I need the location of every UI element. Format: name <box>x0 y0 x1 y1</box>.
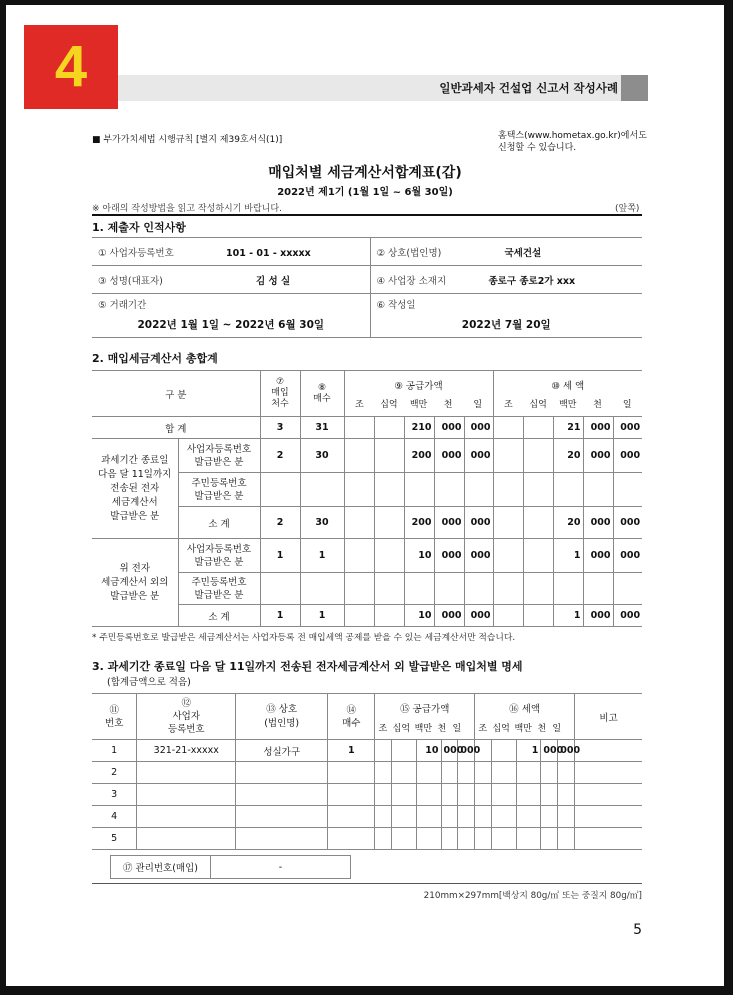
supply-digit-cell: 000 <box>434 439 464 473</box>
vendors-cell: 2 <box>260 439 300 473</box>
vendor-row <box>92 784 642 806</box>
tax-digit-cell: 000 <box>541 740 558 762</box>
tax-digit-cell <box>541 806 558 828</box>
count-cell: 30 <box>300 507 344 539</box>
vendors-cell <box>260 573 300 605</box>
tax-digit-cell: 1 <box>553 605 583 627</box>
management-no-table <box>110 855 351 879</box>
group1-line: 발급받은 분 <box>110 510 160 522</box>
supply-digit-cell <box>344 507 374 539</box>
sub-resident-line: 주민등록번호 <box>191 576 247 588</box>
supply-digit-cell <box>374 439 404 473</box>
tax-digit-cell <box>493 573 523 605</box>
vendors-header-line2: 처수 <box>271 399 289 409</box>
supply-digit-cell: 000 <box>464 539 493 573</box>
company-header <box>236 694 328 740</box>
written-date-label: ⑥ 작성일 <box>376 300 416 311</box>
tax-units <box>475 721 574 734</box>
supply-digit-cell <box>458 784 475 806</box>
tax-digit-cell <box>493 507 523 539</box>
count-cell: 1 <box>300 605 344 627</box>
tax-header <box>493 371 642 417</box>
purchase-total-table <box>92 370 642 627</box>
tax-digit-cell <box>493 539 523 573</box>
page-number: 5 <box>633 922 642 938</box>
section2-footnote: * 주민등록번호로 발급받은 세금계산서는 사업자등록 전 매입세액 공제를 받을 수 있는 세금계산서만 적습니다. <box>92 633 516 643</box>
supply-digit-cell <box>434 573 464 605</box>
supply-digit-cell: 000 <box>464 605 493 627</box>
tax-digit-cell <box>613 473 642 507</box>
vendors-header-num: ⑦ <box>275 377 285 387</box>
unit-cheon: 천 <box>443 400 453 410</box>
tax-digit-cell <box>493 605 523 627</box>
sub-biz-label <box>178 439 260 473</box>
division-header: 구 분 <box>92 371 260 417</box>
supply-digit-cell <box>344 439 374 473</box>
business-no-label: ① 사업자등록번호 <box>98 247 174 259</box>
subtotal-label: 소 계 <box>178 605 260 627</box>
tax-digit-cell <box>558 784 575 806</box>
supply-digit-cell <box>441 806 458 828</box>
g2-biz-row <box>92 539 642 573</box>
no-header-label: 번호 <box>105 717 124 729</box>
chapter-number: 4 <box>24 25 118 109</box>
management-no-label: ⑰ 관리번호(매입) <box>111 856 211 879</box>
section3-subheading: (합계금액으로 적음) <box>107 677 191 688</box>
supply-digit-cell <box>416 762 441 784</box>
vendor-company <box>236 784 328 806</box>
vendor-row <box>92 740 642 762</box>
vendor-company: 성실가구 <box>236 740 328 762</box>
unit-sibeok: 십억 <box>492 724 510 734</box>
unit-sibeok: 십억 <box>392 724 411 734</box>
supply-digit-cell: 000 <box>434 507 464 539</box>
name-cell <box>92 266 370 294</box>
tax-digit-cell: 000 <box>613 439 642 473</box>
vendor-remark <box>575 828 642 850</box>
tax-digit-cell <box>523 573 553 605</box>
unit-il: 일 <box>552 724 562 734</box>
tax-digit-cell: 000 <box>613 605 642 627</box>
unit-baekman: 백만 <box>409 400 428 410</box>
tax-digit-cell <box>523 605 553 627</box>
vendor-count <box>328 806 375 828</box>
supply-header-title: ⑮ 공급가액 <box>400 704 450 715</box>
tax-digit-cell <box>558 762 575 784</box>
supply-digit-cell <box>344 573 374 605</box>
unit-baekman: 백만 <box>559 400 577 410</box>
tax-digit-cell <box>583 573 613 605</box>
section1-heading: 1. 제출자 인적사항 <box>92 221 186 234</box>
name-value: 김 성 실 <box>256 275 291 287</box>
vendor-count <box>328 828 375 850</box>
form-title: 매입처별 세금계산서합계표(갑) <box>268 165 462 181</box>
supply-digit-cell <box>416 784 441 806</box>
supply-digit-cell <box>441 762 458 784</box>
vendor-remark <box>575 784 642 806</box>
tax-digit-cell: 21 <box>553 417 583 439</box>
tax-digit-cell <box>558 806 575 828</box>
sub-biz-label <box>178 539 260 573</box>
tax-digit-cell <box>541 828 558 850</box>
tax-digit-cell <box>475 762 492 784</box>
bizno-header-num: ⑫ <box>181 698 192 709</box>
supply-digit-cell <box>441 828 458 850</box>
supply-digit-cell <box>416 828 441 850</box>
no-header-num: ⑪ <box>109 704 119 716</box>
tax-digit-cell <box>492 828 517 850</box>
group1-label <box>92 439 178 539</box>
supply-digit-cell <box>375 740 392 762</box>
tax-digit-cell: 20 <box>553 507 583 539</box>
vendor-company <box>236 762 328 784</box>
tax-digit-cell <box>558 828 575 850</box>
total-row <box>92 417 642 439</box>
supply-digit-cell: 000 <box>464 417 493 439</box>
vendor-count <box>328 762 375 784</box>
tax-digit-cell: 000 <box>558 740 575 762</box>
unit-sibeok: 십억 <box>529 400 547 410</box>
supply-digit-cell <box>392 806 417 828</box>
paper-size-note: 210mm×297mm[백상지 80g/㎡ 또는 중질지 80g/㎡] <box>423 891 642 901</box>
written-date-cell <box>370 294 642 338</box>
supply-digit-cell <box>404 573 434 605</box>
vendor-bizno: 321-21-xxxxx <box>137 740 236 762</box>
supply-digit-cell <box>344 539 374 573</box>
sub-resident-line: 주민등록번호 <box>191 477 247 489</box>
supply-header <box>344 371 493 417</box>
vendor-count: 1 <box>328 740 375 762</box>
supply-digit-cell <box>458 762 475 784</box>
no-header <box>92 694 137 740</box>
supply-digit-cell <box>374 417 404 439</box>
supply-digit-cell: 200 <box>404 507 434 539</box>
tax-digit-cell <box>475 784 492 806</box>
sub-resident-line: 발급받은 분 <box>194 490 244 502</box>
supply-digit-cell <box>464 473 493 507</box>
company-cell <box>370 238 642 266</box>
vendors-header <box>260 371 300 417</box>
unit-il: 일 <box>452 724 462 734</box>
address-value: 종로구 종로2가 xxx <box>488 275 576 287</box>
vendor-company <box>236 828 328 850</box>
tax-digit-cell <box>541 762 558 784</box>
g1-biz-row <box>92 439 642 473</box>
unit-jo: 조 <box>478 724 488 734</box>
tax-digit-cell <box>492 740 517 762</box>
count-header-num: ⑭ <box>346 704 357 716</box>
vendor-bizno <box>137 762 236 784</box>
management-no-value: - <box>211 856 351 879</box>
tax-digit-cell: 000 <box>613 507 642 539</box>
supply-digit-cell <box>392 762 417 784</box>
vendors-cell: 2 <box>260 507 300 539</box>
group2-line: 발급받은 분 <box>110 590 160 602</box>
count-cell: 30 <box>300 439 344 473</box>
trade-period-cell <box>92 294 370 338</box>
unit-il: 일 <box>473 400 483 410</box>
supply-digit-cell <box>441 784 458 806</box>
tax-header-title: ⑩ 세 액 <box>551 381 585 392</box>
group2-label <box>92 539 178 627</box>
supply-units <box>345 397 493 410</box>
vendor-count <box>328 784 375 806</box>
tax-digit-cell <box>523 473 553 507</box>
unit-jo: 조 <box>378 724 388 734</box>
group1-line: 세금계산서 <box>111 496 158 508</box>
tax-digit-cell: 000 <box>583 507 613 539</box>
vendor-remark <box>575 762 642 784</box>
tax-digit-cell: 000 <box>613 417 642 439</box>
remark-header: 비고 <box>575 694 642 740</box>
supply-digit-cell <box>464 573 493 605</box>
vendors-cell: 1 <box>260 605 300 627</box>
address-cell <box>370 266 642 294</box>
count-cell: 1 <box>300 539 344 573</box>
tax-digit-cell <box>523 439 553 473</box>
vendor-bizno <box>137 784 236 806</box>
company-label: ② 상호(법인명) <box>376 247 442 259</box>
tax-digit-cell <box>492 784 517 806</box>
supply-digit-cell <box>458 828 475 850</box>
company-header-line2: (법인명) <box>264 717 300 729</box>
supply-digit-cell <box>374 605 404 627</box>
row-number: 3 <box>92 784 137 806</box>
header-accent <box>621 75 648 101</box>
tax-digit-cell <box>541 784 558 806</box>
tax-digit-cell <box>553 573 583 605</box>
tax-digit-cell: 000 <box>583 605 613 627</box>
address-label: ④ 사업장 소재지 <box>376 275 447 287</box>
group1-line: 다음 달 11일까지 <box>98 468 172 480</box>
supply-digit-cell: 000 <box>458 740 475 762</box>
count-cell: 31 <box>300 417 344 439</box>
tax-digit-cell <box>516 784 541 806</box>
supply-digit-cell: 000 <box>434 417 464 439</box>
section2-heading: 2. 매입세금계산서 총합계 <box>92 352 218 365</box>
vendors-cell: 1 <box>260 539 300 573</box>
vendors-header-line1: 매입 <box>271 388 289 398</box>
header-bar <box>118 75 648 101</box>
tax-digit-cell <box>493 417 523 439</box>
row-number: 1 <box>92 740 137 762</box>
count-cell <box>300 473 344 507</box>
subtotal-label: 소 계 <box>178 507 260 539</box>
supply-digit-cell <box>374 539 404 573</box>
count-header-label: 매수 <box>313 393 331 404</box>
group1-line: 과세기간 종료일 <box>101 454 169 466</box>
supply-digit-cell <box>434 473 464 507</box>
tax-digit-cell: 000 <box>583 417 613 439</box>
sub-resident-label <box>178 573 260 605</box>
company-header-line1: ⑬ 상호 <box>266 703 298 715</box>
tax-digit-cell: 1 <box>516 740 541 762</box>
supply-digit-cell <box>392 740 417 762</box>
tax-digit-cell <box>523 539 553 573</box>
tax-digit-cell <box>516 762 541 784</box>
business-no-cell <box>92 238 370 266</box>
supply-digit-cell <box>375 784 392 806</box>
tax-units <box>494 397 643 410</box>
unit-sibeok: 십억 <box>380 400 398 410</box>
regulation-label: ■ 부가가치세법 시행규칙 [별지 제39호서식(1)] <box>92 135 283 145</box>
header-title: 일반과세자 건설업 신고서 작성사례 <box>439 81 618 95</box>
instruction-note: ※ 아래의 작성방법을 읽고 작성하시기 바랍니다. <box>92 204 282 214</box>
tax-digit-cell <box>475 806 492 828</box>
hometax-note <box>498 130 647 154</box>
supply-digit-cell <box>374 507 404 539</box>
row-number: 2 <box>92 762 137 784</box>
group2-line: 세금계산서 외의 <box>101 576 169 588</box>
front-side-label: (앞쪽) <box>615 204 640 214</box>
vendor-remark <box>575 740 642 762</box>
supply-digit-cell <box>458 806 475 828</box>
vendor-company <box>236 806 328 828</box>
count-cell <box>300 573 344 605</box>
vendor-bizno <box>137 806 236 828</box>
tax-header-title: ⑯ 세액 <box>509 704 541 715</box>
written-date-value: 2022년 7월 20일 <box>461 319 551 331</box>
tax-digit-cell <box>553 473 583 507</box>
vendors-cell: 3 <box>260 417 300 439</box>
tax-digit-cell <box>493 473 523 507</box>
tax-header <box>475 694 575 740</box>
count-header <box>300 371 344 417</box>
tax-digit-cell <box>583 473 613 507</box>
tax-digit-cell <box>492 806 517 828</box>
tax-digit-cell: 000 <box>583 539 613 573</box>
supply-digit-cell: 210 <box>404 417 434 439</box>
form-period: 2022년 제1기 (1월 1일 ~ 6월 30일) <box>277 187 453 198</box>
unit-il: 일 <box>622 400 632 410</box>
sub-resident-label <box>178 473 260 507</box>
tax-digit-cell <box>516 806 541 828</box>
supply-digit-cell: 000 <box>464 507 493 539</box>
supply-header <box>375 694 475 740</box>
supply-digit-cell <box>344 417 374 439</box>
sub-biz-line: 발급받은 분 <box>194 556 244 568</box>
tax-digit-cell <box>516 828 541 850</box>
bizno-header <box>137 694 236 740</box>
supply-digit-cell: 10 <box>404 539 434 573</box>
sub-resident-line: 발급받은 분 <box>194 589 244 601</box>
sub-biz-line: 발급받은 분 <box>194 456 244 468</box>
divider <box>92 214 642 216</box>
section3-heading: 3. 과세기간 종료일 다음 달 11일까지 전송된 전자세금계산서 외 발급받은 매입처별 명세 <box>92 660 523 673</box>
supply-digit-cell <box>374 573 404 605</box>
tax-digit-cell: 000 <box>613 539 642 573</box>
bizno-header-line1: 사업자 <box>172 711 201 722</box>
group1-line: 전송된 전자 <box>110 482 160 494</box>
hometax-note-line2: 신청할 수 있습니다. <box>498 143 577 153</box>
tax-digit-cell: 1 <box>553 539 583 573</box>
tax-digit-cell <box>475 828 492 850</box>
unit-cheon: 천 <box>593 400 602 410</box>
name-label: ③ 성명(대표자) <box>98 275 163 287</box>
unit-baekman: 백만 <box>414 724 433 734</box>
company-value: 국세건설 <box>504 247 542 259</box>
sub-biz-line: 사업자등록번호 <box>186 543 252 555</box>
supply-digit-cell <box>392 828 417 850</box>
count-header-label: 매수 <box>342 717 361 729</box>
vendor-detail-table <box>92 693 642 850</box>
supply-digit-cell: 10 <box>404 605 434 627</box>
supply-digit-cell: 000 <box>434 605 464 627</box>
divider <box>92 883 642 884</box>
supply-header-title: ⑨ 공급가액 <box>394 381 443 392</box>
unit-jo: 조 <box>354 400 364 410</box>
supply-digit-cell <box>392 784 417 806</box>
unit-cheon: 천 <box>537 724 547 734</box>
vendor-row <box>92 828 642 850</box>
document-page <box>6 5 724 986</box>
supply-digit-cell <box>375 762 392 784</box>
count-header <box>328 694 375 740</box>
row-number: 5 <box>92 828 137 850</box>
supply-digit-cell: 000 <box>441 740 458 762</box>
supply-digit-cell <box>344 473 374 507</box>
hometax-note-line1: 홈택스(www.hometax.go.kr)에서도 <box>498 131 647 141</box>
sub-biz-line: 사업자등록번호 <box>186 443 252 455</box>
vendor-row <box>92 762 642 784</box>
supply-digit-cell <box>404 473 434 507</box>
supply-digit-cell <box>375 806 392 828</box>
supply-digit-cell: 10 <box>416 740 441 762</box>
supply-digit-cell: 000 <box>434 539 464 573</box>
supply-digit-cell: 200 <box>404 439 434 473</box>
supply-digit-cell: 000 <box>464 439 493 473</box>
row-number: 4 <box>92 806 137 828</box>
tax-digit-cell <box>492 762 517 784</box>
unit-jo: 조 <box>504 400 513 410</box>
supply-units <box>375 721 474 734</box>
vendor-remark <box>575 806 642 828</box>
business-no-value: 101 - 01 - xxxxx <box>226 247 311 259</box>
vendor-row <box>92 806 642 828</box>
count-header-num: ⑧ <box>317 382 327 393</box>
tax-digit-cell <box>523 417 553 439</box>
supply-digit-cell <box>375 828 392 850</box>
tax-digit-cell: 000 <box>583 439 613 473</box>
trade-period-value: 2022년 1월 1일 ~ 2022년 6월 30일 <box>137 319 325 331</box>
unit-cheon: 천 <box>437 724 447 734</box>
tax-digit-cell <box>493 439 523 473</box>
tax-digit-cell: 20 <box>553 439 583 473</box>
tax-digit-cell <box>523 507 553 539</box>
submitter-table <box>92 237 642 338</box>
tax-digit-cell <box>613 573 642 605</box>
unit-baekman: 백만 <box>514 724 532 734</box>
vendors-cell <box>260 473 300 507</box>
total-label: 합 계 <box>92 417 260 439</box>
bizno-header-line2: 등록번호 <box>167 724 205 735</box>
supply-digit-cell <box>416 806 441 828</box>
vendor-bizno <box>137 828 236 850</box>
trade-period-label: ⑤ 거래기간 <box>98 300 147 311</box>
supply-digit-cell <box>344 605 374 627</box>
supply-digit-cell <box>374 473 404 507</box>
group2-line: 위 전자 <box>119 562 151 574</box>
